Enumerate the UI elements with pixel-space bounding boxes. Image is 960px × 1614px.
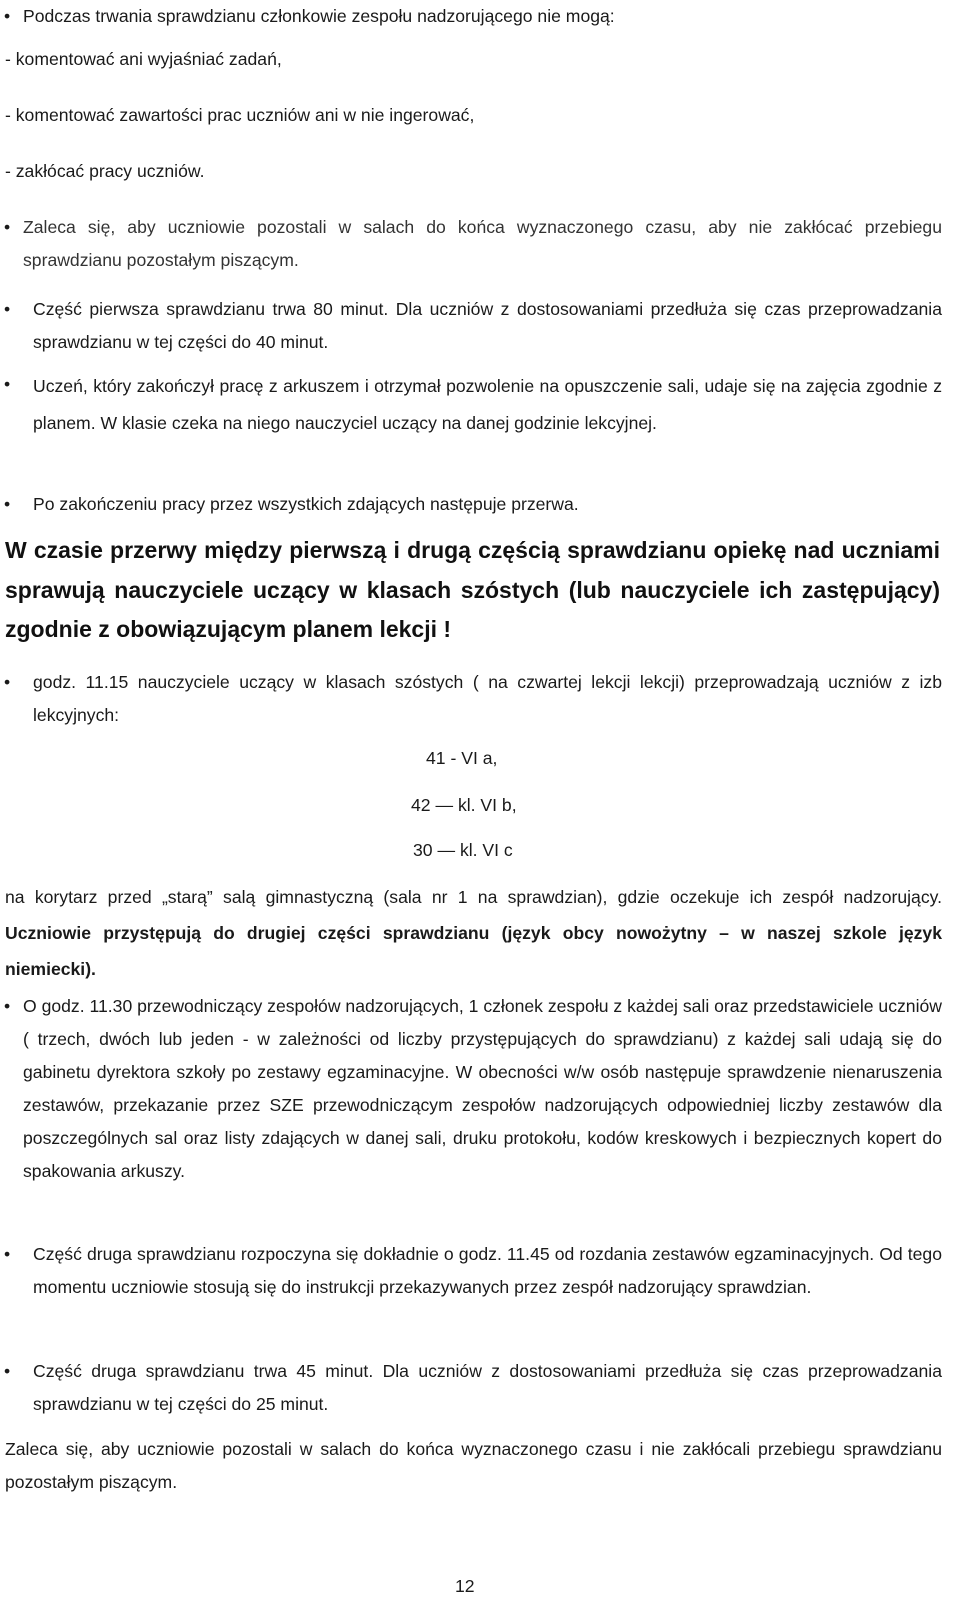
bullet: • bbox=[4, 672, 11, 692]
bullet: • bbox=[4, 299, 11, 319]
paragraph-korytarz bbox=[5, 879, 942, 987]
bullet: • bbox=[4, 494, 11, 514]
bullet: • bbox=[4, 374, 11, 394]
paragraph-uczen: Uczeń, który zakończył pracę z arkuszem i otrzymał pozwolenie na opuszczenie sali, udaje się na zajęcia zgodnie z planem. W klasie czeka na niego nauczyciel uczący na danej godzinie lekcyjnej. bbox=[33, 376, 942, 433]
paragraph-przerwa: Po zakończeniu pracy przez wszystkich zdających następuje przerwa. bbox=[33, 494, 579, 514]
bullet: • bbox=[4, 217, 11, 237]
paragraph-czesc-2-start: Część druga sprawdzianu rozpoczyna się dokładnie o godz. 11.45 od rozdania zestawów egzaminacyjnych. Od tego momentu uczniowie stosują się do instrukcji przekazywanych przez zespół nadzorujący sprawdzian. bbox=[33, 1244, 942, 1297]
paragraph-line-4: - zakłócać pracy uczniów. bbox=[5, 161, 205, 181]
room-line-3: 30 — kl. VI c bbox=[413, 840, 513, 860]
paragraph-godz-1115: godz. 11.15 nauczyciele uczący w klasach szóstych ( na czwartej lekcji lekcji) przeprowadzają uczniów z izb lekcyjnych: bbox=[33, 672, 942, 725]
room-line-1: 41 - VI a, bbox=[426, 748, 498, 768]
bold-notice-przerwa: W czasie przerwy między pierwszą i drugą częścią sprawdzianu opiekę nad uczniami sprawują nauczyciele uczący w klasach szóstych (lub nauczyciele ich zastępujący) zgodnie z obowiązującym planem lekcji ! bbox=[5, 537, 940, 642]
paragraph-line-3: - komentować zawartości prac uczniów ani w nie ingerować, bbox=[5, 105, 475, 125]
korytarz-text: na korytarz przed „starą” salą gimnastyczną (sala nr 1 na sprawdzian), gdzie oczekuje ich zespół nadzorujący. bbox=[5, 887, 942, 907]
paragraph-zaleca-1: Zaleca się, aby uczniowie pozostali w salach do końca wyznaczonego czasu, aby nie zakłócać przebiegu sprawdzianu pozostałym piszącym. bbox=[23, 217, 942, 270]
paragraph-line-2: - komentować ani wyjaśniać zadań, bbox=[5, 49, 282, 69]
paragraph-line-1: Podczas trwania sprawdzianu członkowie zespołu nadzorującego nie mogą: bbox=[23, 6, 615, 26]
paragraph-zaleca-2: Zaleca się, aby uczniowie pozostali w salach do końca wyznaczonego czasu i nie zakłócali przebiegu sprawdzianu pozostałym piszącym. bbox=[5, 1439, 942, 1492]
page-number: 12 bbox=[455, 1576, 475, 1596]
paragraph-czesc-2-trwa: Część druga sprawdzianu trwa 45 minut. Dla uczniów z dostosowaniami przedłuża się czas przeprowadzania sprawdzianu w tej części do 25 minut. bbox=[33, 1361, 942, 1414]
bullet: • bbox=[4, 1361, 11, 1381]
bullet: • bbox=[4, 1244, 11, 1264]
bullet: • bbox=[4, 996, 11, 1016]
paragraph-czesc-1: Część pierwsza sprawdzianu trwa 80 minut. Dla uczniów z dostosowaniami przedłuża się czas przeprowadzania sprawdzianu w tej części do 40 minut. bbox=[33, 299, 942, 352]
korytarz-bold-text: Uczniowie przystępują do drugiej części sprawdzianu (język obcy nowożytny – w naszej szkole język niemiecki). bbox=[5, 923, 942, 979]
room-line-2: 42 — kl. VI b, bbox=[411, 795, 517, 815]
paragraph-godz-1130: O godz. 11.30 przewodniczący zespołów nadzorujących, 1 członek zespołu z każdej sali oraz przedstawiciele uczniów ( trzech, dwóch lub jeden - w zależności od liczby przystępujących do sprawdzianu) z każdej sali udają się do gabinetu dyrektora szkoły po zestawy egzaminacyjne. W obecności w/w osób następuje sprawdzenie nienaruszenia zestawów, przekazanie przez SZE przewodniczącym zespołów nadzorujących odpowiedniej liczby zestawów dla poszczególnych sal oraz listy zdających w danej sali, druku protokołu, kodów kreskowych i bezpiecznych kopert do spakowania arkuszy. bbox=[23, 996, 942, 1181]
bullet: • bbox=[4, 6, 11, 26]
